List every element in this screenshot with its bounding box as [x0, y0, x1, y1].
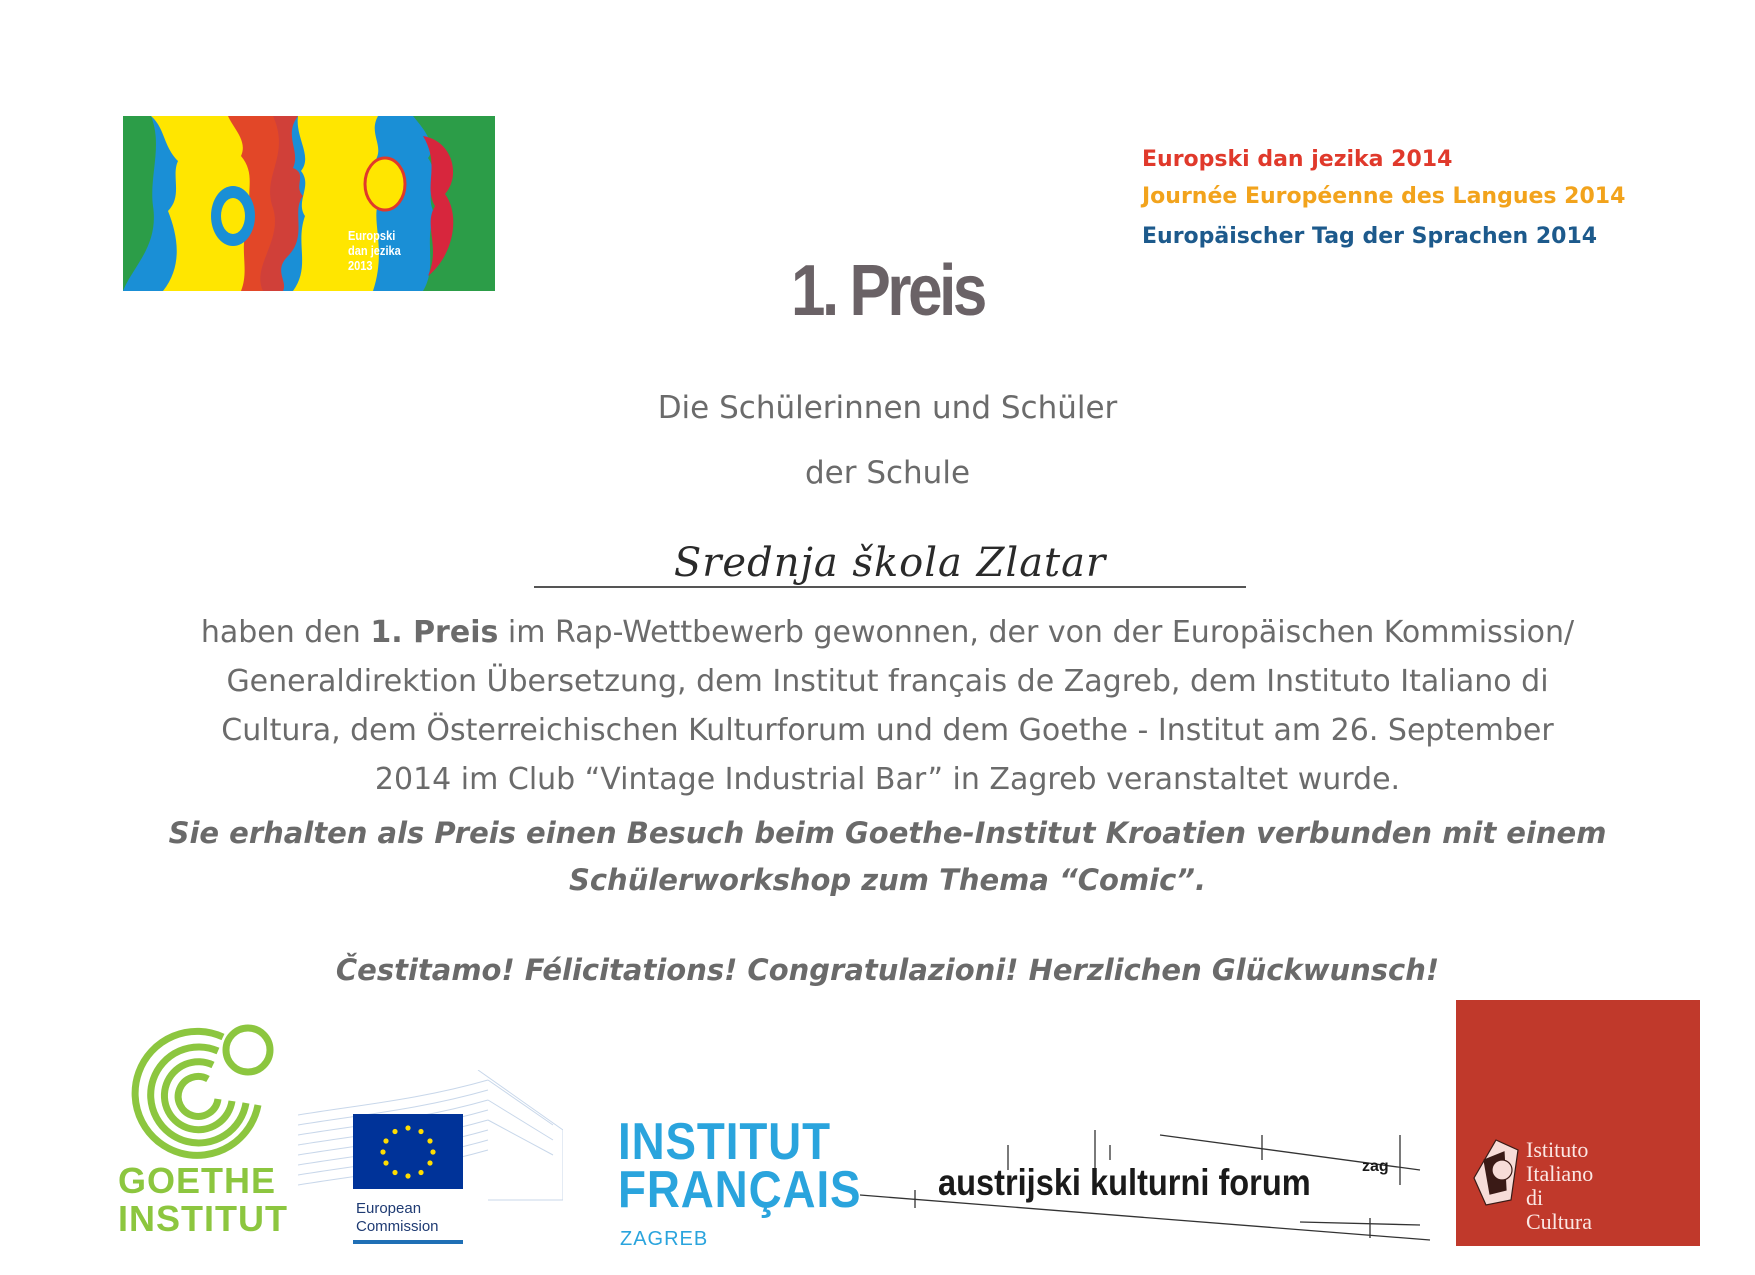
iic-text: [1526, 1138, 1593, 1234]
kulturforum-logo-icon: [860, 1130, 1440, 1245]
iic-line-4: Cultura: [1526, 1209, 1592, 1234]
iic-line-2: Italiano: [1526, 1161, 1594, 1186]
body-line-2: Generaldirektion Übersetzung, dem Institut français de Zagreb, dem Instituto Italiano di: [226, 664, 1549, 699]
prize-title: 1. Preis: [791, 251, 984, 331]
event-logo-caption-2: dan jezika: [348, 243, 401, 258]
school-name: Srednja škola Zlatar: [673, 540, 1107, 586]
goethe-line-1: GOETHE: [118, 1160, 277, 1201]
congratulations-text: Čestitamo! Félicitations! Congratulazioni! Herzlichen Glückwunsch!: [335, 953, 1440, 987]
body-bold-prize: 1. Preis: [370, 615, 499, 650]
body-line-3: Cultura, dem Österreichischen Kulturforum und dem Goethe - Institut am 26. September: [221, 713, 1554, 748]
body-line-4: 2014 im Club “Vintage Industrial Bar” in Zagreb veranstaltet wurde.: [374, 762, 1401, 797]
ec-label-line-2: Commission: [356, 1218, 439, 1235]
school-name-underline: [534, 586, 1246, 588]
prize-note-line-2: Schülerworkshop zum Thema “Comic”.: [568, 863, 1206, 897]
prize-note: [140, 810, 1635, 904]
event-title-hr: Europski dan jezika 2014: [1142, 147, 1453, 172]
event-logo-caption-1: Europski: [348, 228, 396, 243]
istituto-italiano-logo-icon: [1456, 1000, 1700, 1246]
award-body-text: [150, 608, 1625, 804]
intro-line-2: der Schule: [804, 455, 971, 491]
goethe-line-2: INSTITUT: [118, 1198, 288, 1239]
kulturforum-sup: zag: [1362, 1158, 1389, 1175]
body-pre: haben den: [200, 615, 371, 650]
event-title-fr: Journée Européenne des Langues 2014: [1142, 184, 1626, 209]
event-title-de: Europäischer Tag der Sprachen 2014: [1142, 224, 1598, 249]
kulturforum-text: austrijski kulturni forum: [938, 1162, 1311, 1203]
iic-line-1: Istituto: [1526, 1137, 1589, 1162]
ec-label: [356, 1200, 439, 1236]
body-line-1: [150, 608, 1625, 657]
if-line-2: FRANÇAIS: [618, 1161, 862, 1219]
if-city: ZAGREB: [620, 1228, 709, 1250]
goethe-logo-icon: [118, 1015, 288, 1250]
prize-note-line-1: Sie erhalten als Preis einen Besuch beim Goethe-Institut Kroatien verbunden mit einem: [168, 816, 1607, 850]
ec-label-line-1: European: [356, 1200, 422, 1217]
if-line-1: INSTITUT: [618, 1113, 831, 1171]
institut-francais-logo-icon: [618, 1113, 862, 1258]
eu-flag-logo-icon: [298, 1070, 563, 1250]
event-logo-caption-3: 2013: [348, 258, 373, 273]
intro-line-1: Die Schülerinnen und Schüler: [657, 390, 1118, 426]
body-post: im Rap-Wettbewerb gewonnen, der von der Europäischen Kommission/: [498, 615, 1575, 650]
iic-line-3: di: [1526, 1185, 1544, 1210]
